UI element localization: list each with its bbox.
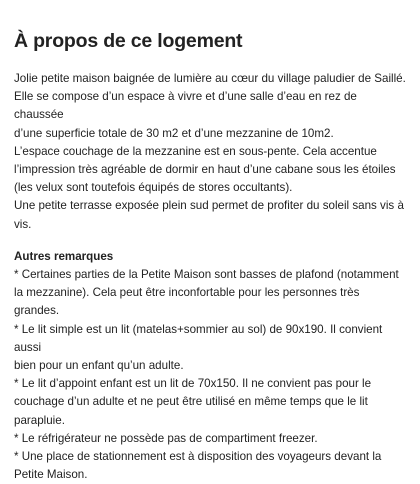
description-line: vis. [14, 217, 32, 231]
remark-line: * Certaines parties de la Petite Maison sont basses de plafond (notamment [14, 268, 399, 282]
description-text [14, 70, 406, 234]
remarks-block [14, 248, 406, 484]
description-line: L’espace couchage de la mezzanine est en sous-pente. Cela accentue [14, 144, 377, 158]
remark-line: * Le lit d’appoint enfant est un lit de 70x150. Il ne convient pas pour le [14, 377, 372, 391]
remark-line: * Le lit simple est un lit (matelas+sommier au sol) de 90x190. Il convient aussi [14, 322, 383, 354]
description-block [14, 70, 406, 234]
remark-line: la mezzanine). Cela peut être inconfortable pour les personnes très grandes. [14, 286, 360, 318]
section-title: À propos de ce logement [14, 30, 243, 52]
description-line: (les velux sont toutefois équipés de stores occultants). [14, 181, 293, 195]
remark-line: couchage d’un adulte et ne peut être utilisé en même temps que le lit [14, 395, 368, 409]
description-line: d’une superficie totale de 30 m2 et d’une mezzanine de 10m2. [14, 126, 334, 140]
description-line: Une petite terrasse exposée plein sud permet de profiter du soleil sans vis à [14, 199, 404, 213]
remark-line: bien pour un enfant qu’un adulte. [14, 359, 184, 373]
description-line: l’impression très agréable de dormir en haut d’une cabane sous les étoiles [14, 163, 396, 177]
description-line: Jolie petite maison baignée de lumière au cœur du village paludier de Saillé. [14, 72, 406, 85]
remark-line: * Le réfrigérateur ne possède pas de compartiment freezer. [14, 431, 318, 445]
description-line: Elle se compose d’un espace à vivre et d’une salle d’eau en rez de chaussée [14, 90, 357, 122]
remark-line: parapluie. [14, 413, 65, 427]
remarks-heading: Autres remarques [14, 249, 114, 263]
remarks-text [14, 266, 406, 484]
remark-line: Petite Maison. [14, 468, 88, 482]
remark-line: * Une place de stationnement est à disposition des voyageurs devant la [14, 450, 382, 464]
